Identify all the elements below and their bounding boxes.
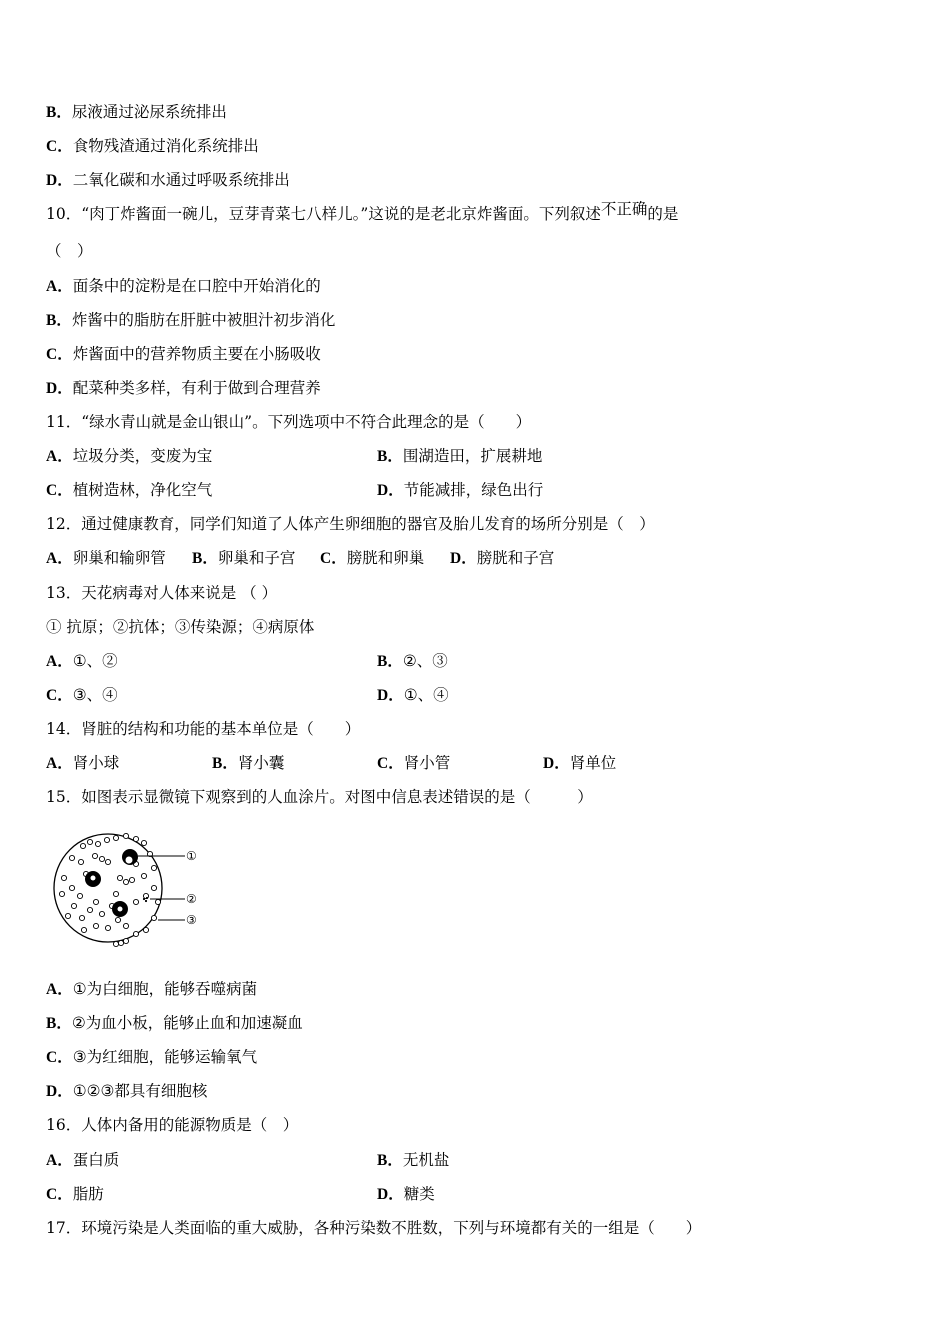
emphasis-not-correct: 不正确 bbox=[600, 200, 648, 218]
option-q12-a: A．卵巢和输卵管 bbox=[46, 549, 166, 567]
option-q14-b: B．肾小囊 bbox=[212, 754, 285, 772]
label-two: ② bbox=[186, 892, 197, 906]
option-q14-d: D．肾单位 bbox=[543, 754, 617, 772]
option-q10-d: D．配菜种类多样，有利于做到合理营养 bbox=[46, 379, 321, 397]
question-10: 10．“肉丁炸酱面一碗儿，豆芽青菜七八样儿。”这说的是老北京炸酱面。下列叙述不正确的是 bbox=[46, 200, 679, 223]
question-15: 15．如图表示显微镜下观察到的人血涂片。对图中信息表述错误的是（ ） bbox=[46, 788, 593, 806]
blood-smear-diagram bbox=[50, 822, 210, 957]
option-q16-a: A．蛋白质 bbox=[46, 1151, 120, 1169]
option-q15-d: D．①②③都具有细胞核 bbox=[46, 1082, 208, 1100]
option-q9-c: C．食物残渣通过消化系统排出 bbox=[46, 137, 259, 155]
option-q15-a: A．①为白细胞，能够吞噬病菌 bbox=[46, 980, 258, 998]
question-17: 17．环境污染是人类面临的重大威胁，各种污染数不胜数，下列与环境都有关的一组是（ ） bbox=[46, 1219, 702, 1237]
option-q16-d: D．糖类 bbox=[377, 1185, 435, 1203]
option-q16-c: C．脂肪 bbox=[46, 1185, 104, 1203]
option-q10-a: A．面条中的淀粉是在口腔中开始消化的 bbox=[46, 277, 321, 295]
option-q13-c: C．③、④ bbox=[46, 686, 118, 704]
question-12: 12．通过健康教育，同学们知道了人体产生卵细胞的器官及胎儿发育的场所分别是（ ） bbox=[46, 515, 655, 533]
option-q15-c: C．③为红细胞，能够运输氧气 bbox=[46, 1048, 258, 1066]
options-q12 bbox=[46, 548, 554, 569]
question-13-items: ① 抗原；②抗体；③传染源；④病原体 bbox=[46, 618, 315, 636]
option-q9-b: B．尿液通过泌尿系统排出 bbox=[46, 103, 227, 121]
option-q12-d: D．膀胱和子宫 bbox=[450, 549, 555, 567]
option-q11-b: B．围湖造田，扩展耕地 bbox=[377, 447, 543, 465]
option-q9-d: D．二氧化碳和水通过呼吸系统排出 bbox=[46, 171, 290, 189]
option-q11-a: A．垃圾分类，变废为宝 bbox=[46, 447, 213, 465]
question-16: 16．人体内备用的能源物质是（ ） bbox=[46, 1116, 299, 1134]
option-q15-b: B．②为血小板，能够止血和加速凝血 bbox=[46, 1014, 303, 1032]
option-q11-d: D．节能减排，绿色出行 bbox=[377, 481, 544, 499]
option-q13-d: D．①、④ bbox=[377, 686, 449, 704]
option-q12-b: B．卵巢和子宫 bbox=[192, 549, 296, 567]
question-10-paren: （ ） bbox=[46, 242, 93, 260]
label-one: ① bbox=[186, 849, 197, 863]
option-q10-b: B．炸酱中的脂肪在肝脏中被胆汁初步消化 bbox=[46, 311, 336, 329]
option-q10-c: C．炸酱面中的营养物质主要在小肠吸收 bbox=[46, 345, 321, 363]
option-q14-a: A．肾小球 bbox=[46, 754, 120, 772]
question-13: 13．天花病毒对人体来说是 （ ） bbox=[46, 584, 278, 602]
question-11: 11．“绿水青山就是金山银山”。下列选项中不符合此理念的是（ ） bbox=[46, 413, 532, 431]
label-three: ③ bbox=[186, 913, 197, 927]
option-q14-c: C．肾小管 bbox=[377, 754, 451, 772]
option-q12-c: C．膀胱和卵巢 bbox=[320, 549, 425, 567]
option-q13-b: B．②、③ bbox=[377, 652, 448, 670]
option-q13-a: A．①、② bbox=[46, 652, 118, 670]
option-q16-b: B．无机盐 bbox=[377, 1151, 450, 1169]
blood-smear-figure bbox=[50, 822, 210, 957]
option-q11-c: C．植树造林，净化空气 bbox=[46, 481, 213, 499]
question-14: 14．肾脏的结构和功能的基本单位是（ ） bbox=[46, 720, 361, 738]
